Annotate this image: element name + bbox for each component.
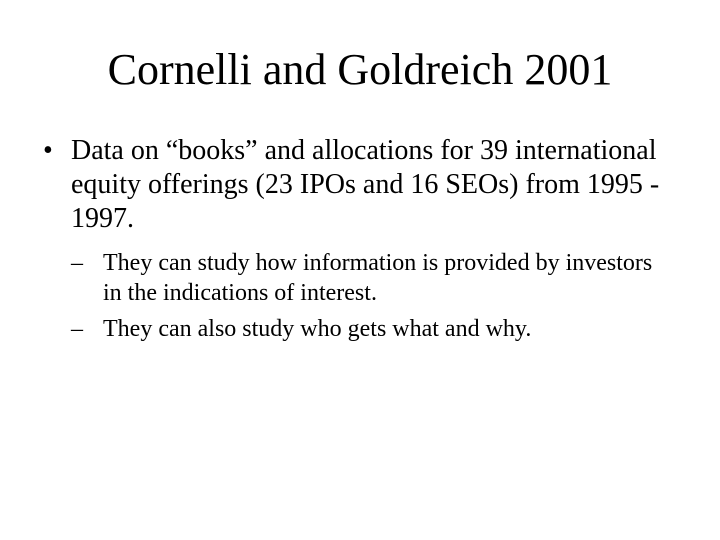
bullet-list: [0, 134, 720, 350]
sub-bullet-list: [71, 248, 671, 344]
sub-bullet-item: [71, 314, 663, 344]
bullet-marker: •: [43, 135, 53, 166]
sub-bullet-text: They can study how information is provided by investors in the indications of interest.: [103, 250, 653, 306]
sub-bullet-text: They can also study who gets what and why.: [103, 316, 532, 342]
bullet-item: [43, 134, 671, 344]
sub-bullet-marker: –: [71, 250, 83, 276]
slide-title: Cornelli and Goldreich 2001: [107, 45, 613, 94]
sub-bullet-marker: –: [71, 316, 83, 342]
sub-bullet-item: [71, 248, 663, 308]
bullet-text: Data on “books” and allocations for 39 international equity offerings (23 IPOs and 16 SEOs) from 1995 - 1997.: [71, 135, 660, 234]
